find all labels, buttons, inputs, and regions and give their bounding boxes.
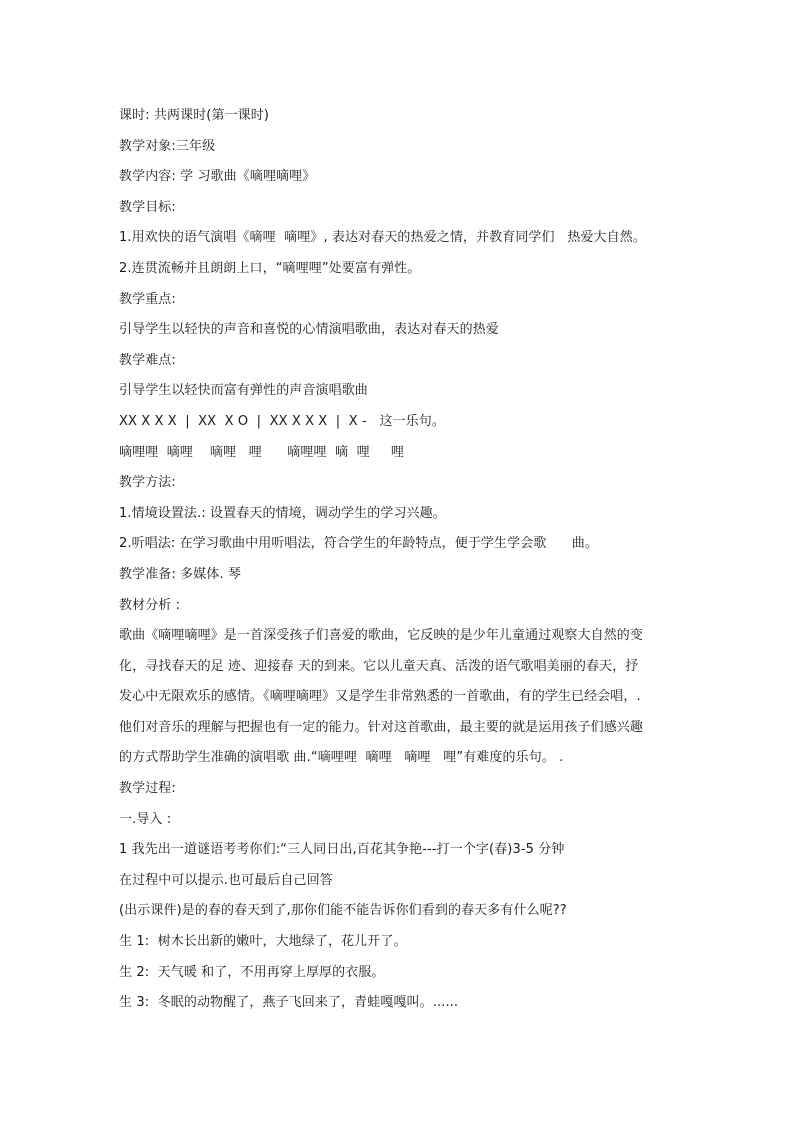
process-heading: 教学过程: [119, 781, 176, 797]
difficulties-heading: 教学难点: [119, 352, 176, 368]
lyrics-line: 嘀哩哩 嘀哩 嘀哩 哩 嘀哩哩 嘀 哩 哩 [119, 444, 404, 460]
hint-line: 在过程中可以提示.也可最后自己回答 [119, 872, 333, 888]
rhythm-notation: XX X X X | XX X O | XX X X X | X - 这一乐句。 [119, 413, 445, 429]
analysis-line-2: 化，寻找春天的足 迹、迎接春 天的到来。它以儿童天真、活泼的语气歌唱美丽的春天，抒 [119, 658, 639, 674]
analysis-line-5: 的方式帮助学生准确的演唱歌 曲.“嘀哩哩 嘀哩 嘀哩 哩”有难度的乐句。 . [119, 750, 564, 766]
teaching-target: 教学对象:三年级 [119, 138, 216, 154]
student-3-answer: 生 3: 冬眠的动物醒了，燕子飞回来了，青蛙嘎嘎叫。...... [119, 995, 459, 1011]
objective-1: 1.用欢快的语气演唱《嘀哩 嘀哩》, 表达对春天的热爱之情，并教育同学们 热爱大自然。 [119, 230, 646, 246]
analysis-line-4: 他们对音乐的理解与把握也有一定的能力。针对这首歌曲，最主要的就是运用孩子们感兴趣 [119, 719, 644, 735]
analysis-heading: 教材分析 : [119, 597, 181, 613]
objectives-heading: 教学目标: [119, 199, 176, 215]
method-2: 2.听唱法: 在学习歌曲中用听唱法，符合学生的年龄特点，便于学生学会歌 曲。 [119, 536, 599, 552]
riddle-line: 1 我先出一道谜语考考你们:“三人同日出,百花其争艳---打一个字(春)3-5 分钟 [119, 842, 565, 858]
analysis-line-1: 歌曲《嘀哩嘀哩》是一首深受孩子们喜爱的歌曲，它反映的是少年儿童通过观察大自然的变 [119, 628, 644, 644]
lesson-plan-text [119, 101, 679, 1019]
courseware-line: (出示课件)是的春的春天到了,那你们能不能告诉你们看到的春天多有什么呢?? [119, 903, 567, 919]
lesson-period: 课时: 共两课时(第一课时) [119, 108, 270, 123]
intro-heading: 一.导入 : [119, 811, 172, 827]
student-1-answer: 生 1: 树木长出新的嫩叶，大地绿了，花儿开了。 [119, 934, 407, 950]
preparation: 教学准备: 多媒体. 琴 [119, 566, 241, 582]
analysis-line-3: 发心中无限欢乐的感情。《嘀哩嘀哩》又是学生非常熟悉的一首歌曲，有的学生已经会唱，. [119, 689, 641, 705]
method-1: 1.情境设置法.: 设置春天的情境，调动学生的学习兴趣。 [119, 505, 446, 521]
methods-heading: 教学方法: [119, 475, 176, 491]
difficulties-text: 引导学生以轻快而富有弹性的声音演唱歌曲 [119, 383, 368, 399]
teaching-content: 教学内容: 学 习歌曲《嘀哩嘀哩》 [119, 169, 316, 185]
student-2-answer: 生 2: 天气暖 和了，不用再穿上厚厚的衣服。 [119, 964, 385, 980]
objective-2: 2.连贯流畅并且朗朗上口，“嘀哩哩”处要富有弹性。 [119, 260, 421, 276]
key-points-text: 引导学生以轻快的声音和喜悦的心情演唱歌曲，表达对春天的热爱 [119, 322, 499, 338]
key-points-heading: 教学重点: [119, 291, 176, 307]
